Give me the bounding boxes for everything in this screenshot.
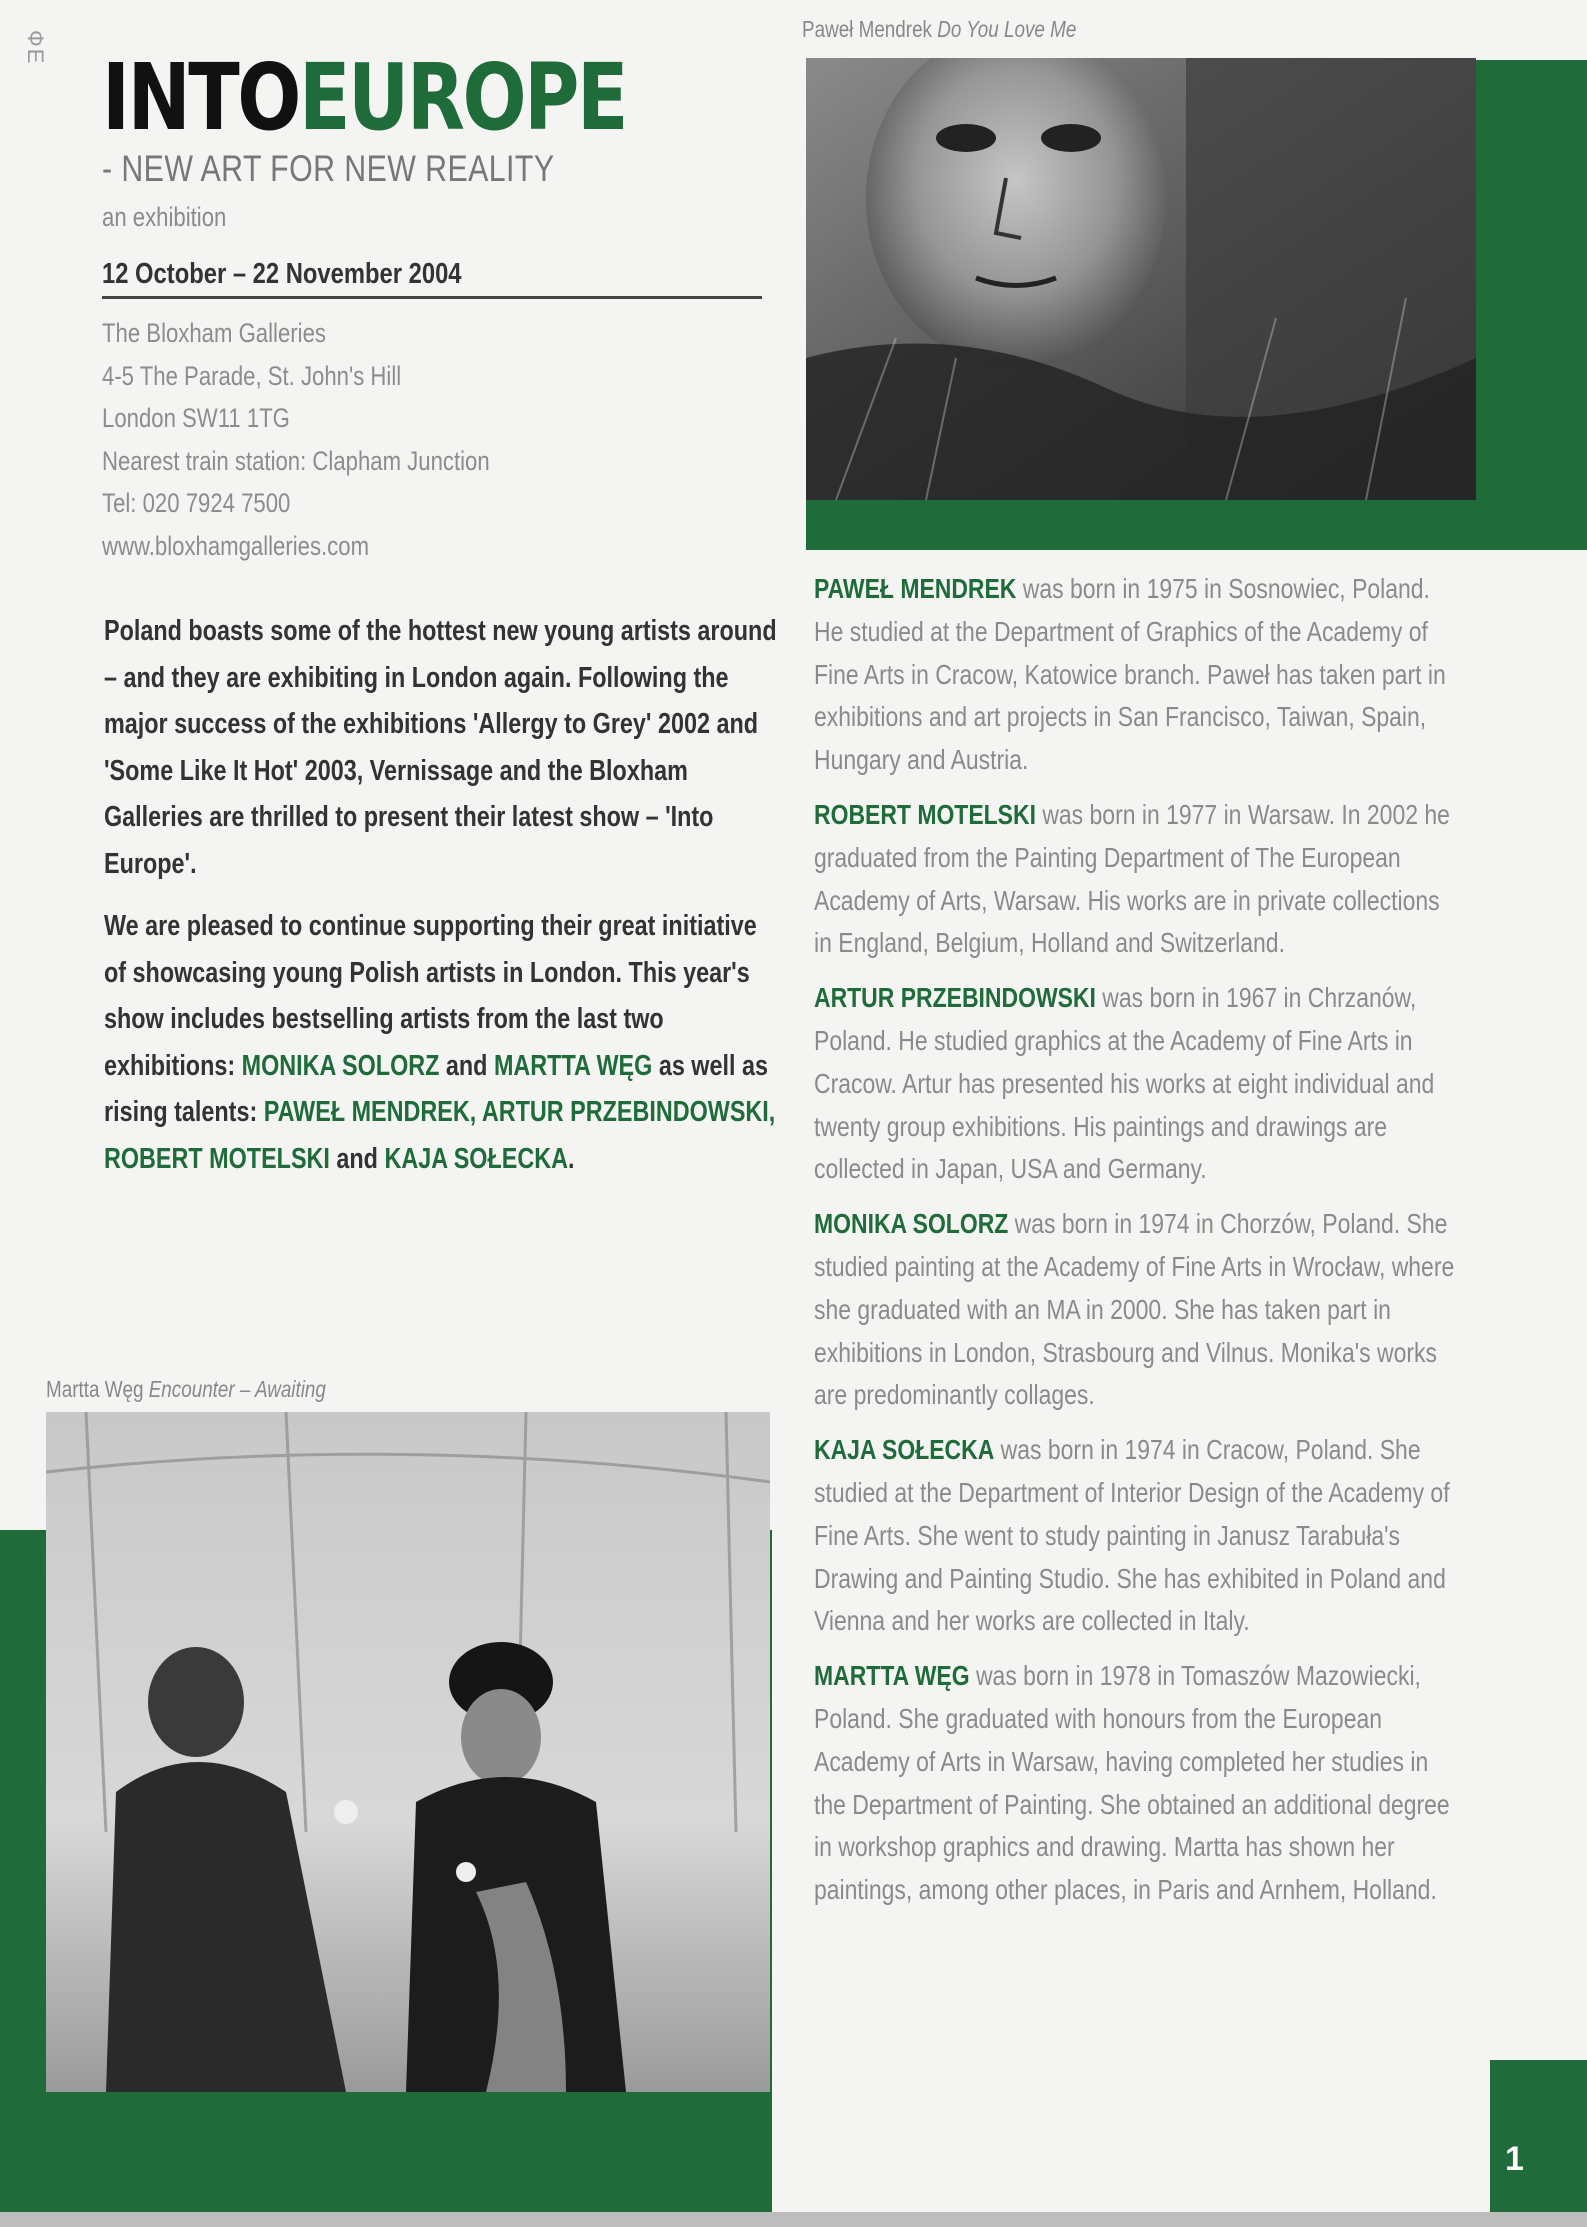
page-title [102,44,627,151]
bio-robert-motelski [814,794,1462,965]
bio-name: MONIKA SOLORZ [814,1208,1009,1240]
artist-highlight: MONIKA SOLORZ [241,1049,440,1082]
address-line: Nearest train station: Clapham Junction [102,445,490,476]
green-block-top-right [1470,60,1587,550]
venue-address [102,312,575,567]
caption-artist: Paweł Mendrek [802,16,932,42]
address-website: www.bloxhamgalleries.com [102,530,370,561]
bio-name: PAWEŁ MENDREK [814,573,1017,604]
intro-conj: and [439,1049,494,1082]
address-line: Tel: 020 7924 7500 [102,488,291,518]
artist-bios [814,568,1462,1924]
bio-text: was born in 1975 in Sosnowiec, Poland. He studied at the Department of Graphics of the Academy of Fine Arts in Cracow, Katowice branch. Paweł has taken part in exhibitions and art projects in San Francisco, Taiwan, Spain, Hungary and Austria. [814,573,1446,776]
painting-face-image [806,58,1476,500]
bio-text: was born in 1978 in Tomaszów Mazowiecki, Poland. She graduated with honours from the European Academy of Arts in Warsaw, having completed her studies in the Department of Painting. She obtained an additional degree in workshop graphics and drawing. Martta has shown her paintings, among other places, in Paris and Arnhem, Holland. [814,1660,1450,1906]
address-line: The Bloxham Galleries [102,318,326,348]
intro-conj: and [329,1142,385,1175]
green-block-top-image-base [806,500,1587,550]
intro-paragraph-2 [104,903,784,1182]
intro-paragraph-1: Poland boasts some of the hottest new young artists around – and they are exhibiting in London again. Following the major success of the exhibitions 'Allergy to Grey' 2002 and 'Some Like It Hot' 2003, Vernissage and the Bloxham Galleries are thrilled to present their latest show – 'Into Europe'. [104,615,777,880]
title-part-europe: EUROPE [298,44,627,151]
artist-highlight: PAWEŁ MENDREK, ARTUR PRZEBINDOWSKI, ROBERT MOTELSKI [104,1096,776,1175]
caption-title: Encounter – Awaiting [148,1376,326,1402]
painting-two-women-image [46,1412,770,2092]
painting-do-you-love-me [806,58,1476,500]
caption-title: Do You Love Me [937,16,1077,42]
caption-artist: Martta Węg [46,1376,144,1402]
bio-text: was born in 1974 in Chorzów, Poland. She studied painting at the Academy of Fine Arts in Wrocław, where she graduated with an MA in 2000. She has taken part in exhibitions in London, Strasbourg and Vilnus. Monika's works are predominantly collages. [814,1208,1455,1411]
intro-p2-end: . [567,1142,575,1175]
intro-p2-mid: as well as rising talents: [104,1049,768,1128]
bio-martta-weg [814,1655,1462,1912]
bio-name: ARTUR PRZEBINDOWSKI [814,982,1096,1014]
address-line: London SW11 1TG [102,403,290,433]
title-part-into: INTO [102,44,299,151]
intro-text [104,608,784,1198]
bio-kaja-solecka [814,1429,1462,1643]
bio-pawel-mendrek [814,568,1462,782]
exhibition-label: an exhibition [102,202,227,232]
painting-encounter-awaiting [46,1412,770,2092]
bio-name: MARTTA WĘG [814,1660,970,1692]
bio-text: was born in 1974 in Cracow, Poland. She studied at the Department of Interior Design of the Academy of Fine Arts. She went to study painting in Janusz Tarabuła's Drawing and Painting Studio. She has exhibited in Poland and Vienna and her works are collected in Italy. [814,1434,1450,1637]
bio-monika-solorz [814,1203,1462,1417]
exhibition-dates: 12 October – 22 November 2004 [102,258,462,290]
spine-mark: ФЕ [23,30,48,66]
address-line: 4-5 The Parade, St. John's Hill [102,360,402,391]
intro-p2-start: We are pleased to continue supporting their great initiative of showcasing young Polish artists in London. This year's show includes bestselling artists from the last two exhibitions: [104,910,757,1082]
artist-highlight: MARTTA WĘG [493,1049,653,1082]
subtitle: - NEW ART FOR NEW REALITY [102,148,555,189]
bio-text: was born in 1967 in Chrzanów, Poland. He studied graphics at the Academy of Fine Arts in Cracow. Artur has presented his works at eight individual and twenty group exhibitions. His paintings and drawings are collected in Japan, USA and Germany. [814,982,1435,1185]
bio-name: ROBERT MOTELSKI [814,798,1036,830]
artist-highlight: KAJA SOŁECKA [384,1142,568,1175]
top-image-caption [802,16,1076,43]
bio-text: was born in 1977 in Warsaw. In 2002 he graduated from the Painting Department of The European Academy of Arts, Warsaw. His works are in private collections in England, Belgium, Holland and Switzerland. [814,798,1450,959]
bio-artur-przebindowski [814,977,1462,1191]
divider-rule [102,296,762,299]
bottom-image-caption [46,1376,326,1403]
bio-name: KAJA SOŁECKA [814,1434,995,1466]
bottom-edge-strip [0,2212,1587,2227]
page-number: 1 [1505,2140,1524,2178]
